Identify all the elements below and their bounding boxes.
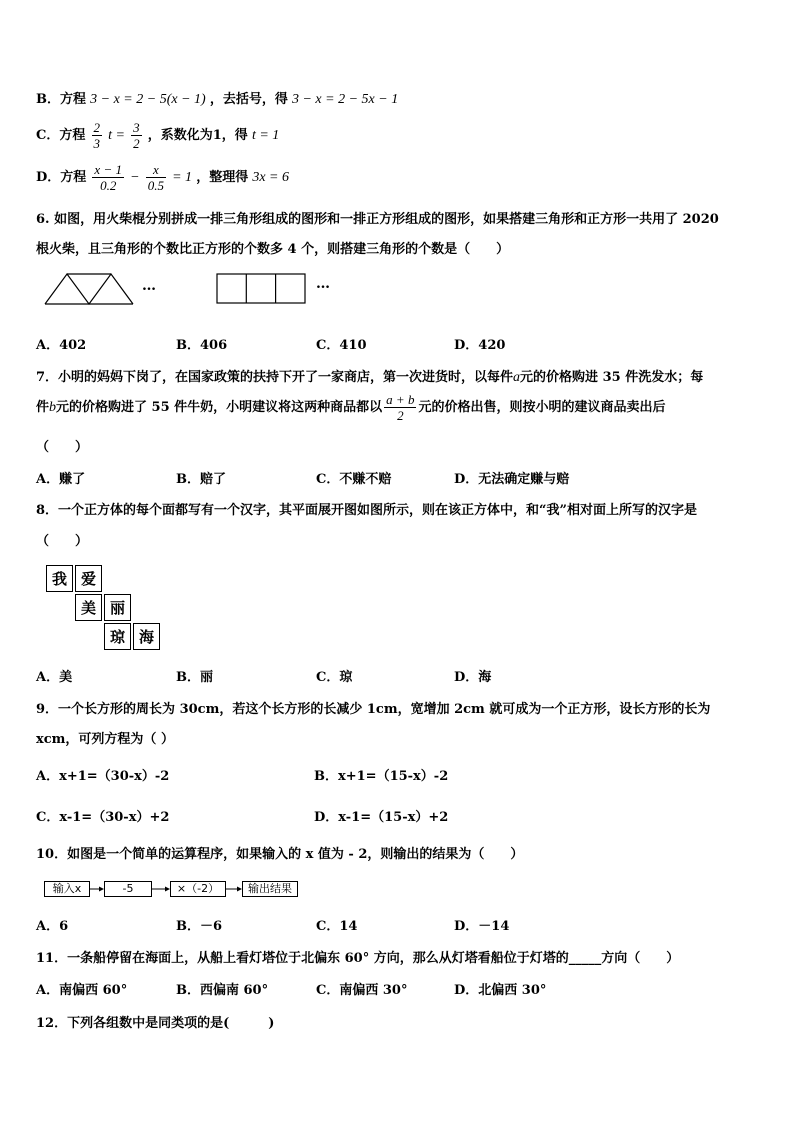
option-b-result: 3 − x = 2 − 5x − 1 bbox=[291, 92, 399, 107]
q11-option-b[interactable]: B．西偏南 60° bbox=[176, 983, 269, 998]
q9-option-d[interactable]: D．x-1=（15-x）+2 bbox=[314, 810, 449, 825]
fraction-numerator: x − 1 bbox=[94, 162, 122, 177]
option-d-middle: ，整理得 bbox=[196, 170, 249, 185]
cube-cell-ai: 爱 bbox=[75, 565, 102, 592]
q9-text-line-2: xcm，可列方程为（ ） bbox=[36, 732, 174, 747]
option-c-label: C．方程 bbox=[36, 128, 86, 143]
cube-cell-wo: 我 bbox=[46, 565, 73, 592]
option-c-fraction-1 bbox=[92, 120, 103, 151]
triangle-matchstick-figure bbox=[44, 272, 136, 306]
flow-arrows bbox=[0, 880, 300, 898]
cube-cell-li: 丽 bbox=[104, 594, 131, 621]
option-d-result: 3x = 6 bbox=[252, 170, 290, 185]
q8-option-a[interactable]: A．美 bbox=[36, 670, 73, 685]
q11-option-a[interactable]: A．南偏西 60° bbox=[36, 983, 128, 998]
q11-option-d[interactable]: D．北偏西 30° bbox=[454, 983, 547, 998]
square-matchstick-figure bbox=[216, 273, 308, 305]
flow-output-box: 输出结果 bbox=[242, 881, 298, 897]
fraction-numerator: a + b bbox=[386, 392, 415, 407]
option-b-label: B．方程 bbox=[36, 92, 86, 107]
q7-var-a: a bbox=[513, 370, 521, 385]
flow-input-box: 输入x bbox=[44, 881, 90, 897]
q7-line1-part-a: 7．小明的妈妈下岗了，在国家政策的扶持下开了一家商店，第一次进货时，以每件 bbox=[36, 370, 514, 385]
q8-option-b[interactable]: B．丽 bbox=[176, 670, 213, 685]
q7-option-c[interactable]: C．不赚不赔 bbox=[316, 472, 392, 487]
q9-text-line-1: 9．一个长方形的周长为 30cm，若这个长方形的长减少 1cm，宽增加 2cm 就可成为一个正方形，设长方形的长为 bbox=[36, 702, 711, 717]
q6-option-c[interactable]: C．410 bbox=[316, 338, 367, 353]
option-d-line bbox=[36, 162, 289, 193]
q9-option-b[interactable]: B．x+1=（15-x）-2 bbox=[314, 769, 449, 784]
q6-option-a[interactable]: A．402 bbox=[36, 338, 87, 353]
option-c-fraction-2 bbox=[131, 120, 142, 151]
q9-option-c[interactable]: C．x-1=（30-x）+2 bbox=[36, 810, 170, 825]
q11-option-c[interactable]: C．南偏西 30° bbox=[316, 983, 408, 998]
option-d-fraction-1 bbox=[92, 162, 124, 193]
cube-cell-mei: 美 bbox=[75, 594, 102, 621]
q9-option-a[interactable]: A．x+1=（30-x）-2 bbox=[36, 769, 170, 784]
q8-text-line-2: （ ） bbox=[36, 534, 89, 549]
option-d-label: D．方程 bbox=[36, 170, 87, 185]
square-figure-ellipsis: … bbox=[316, 276, 330, 292]
q6-option-d[interactable]: D．420 bbox=[454, 338, 506, 353]
q8-text-line-1: 8．一个正方体的每个面都写有一个汉字，其平面展开图如图所示，则在该正方体中，和“我”相对面上所写的汉字是 bbox=[36, 503, 698, 518]
fraction-numerator: x bbox=[146, 162, 166, 178]
flow-minus-five-box: -5 bbox=[104, 881, 152, 897]
fraction-numerator: 3 bbox=[133, 120, 140, 135]
q10-option-b[interactable]: B．－6 bbox=[176, 919, 223, 934]
q10-option-c[interactable]: C．14 bbox=[316, 919, 358, 934]
q7-text-line-1 bbox=[36, 366, 703, 386]
q6-option-b[interactable]: B．406 bbox=[176, 338, 228, 353]
cube-cell-qiong: 琼 bbox=[104, 623, 131, 650]
fraction-denominator: 0.5 bbox=[147, 178, 164, 193]
flow-multiply-box: ×（-2） bbox=[170, 881, 226, 897]
option-c-var: t = bbox=[108, 128, 125, 143]
fraction-denominator: 2 bbox=[397, 408, 404, 423]
q7-fraction bbox=[384, 392, 416, 423]
cube-cell-hai: 海 bbox=[133, 623, 160, 650]
q6-text-line-2: 根火柴，且三角形的个数比正方形的个数多 4 个，则搭建三角形的个数是（ ） bbox=[36, 242, 510, 257]
option-d-minus: − bbox=[130, 170, 140, 185]
q7-line2-part-b: 元的价格购进了 55 件牛奶，小明建议将这两种商品都以 bbox=[56, 400, 383, 415]
q7-text-line-2 bbox=[36, 392, 665, 423]
q10-option-a[interactable]: A．6 bbox=[36, 919, 69, 934]
triangle-figure-ellipsis: … bbox=[142, 278, 156, 294]
q11-text-line-1: 11．一条船停留在海面上，从船上看灯塔位于北偏东 60° 方向，那么从灯塔看船位于灯塔的_____方向（ ） bbox=[36, 951, 680, 966]
q8-option-d[interactable]: D．海 bbox=[454, 670, 492, 685]
option-c-middle: ，系数化为1，得 bbox=[147, 128, 248, 143]
fraction-numerator: 2 bbox=[93, 120, 100, 135]
fraction-denominator: 3 bbox=[93, 136, 100, 151]
option-d-eq: = 1 bbox=[172, 170, 193, 185]
option-c-result: t = 1 bbox=[251, 128, 280, 143]
q7-text-line-3: （ ） bbox=[36, 440, 89, 455]
q8-option-c[interactable]: C．琼 bbox=[316, 670, 353, 685]
q7-option-b[interactable]: B．赔了 bbox=[176, 472, 226, 487]
q7-line1-part-b: 元的价格购进 35 件洗发水；每 bbox=[520, 370, 704, 385]
q7-var-b: b bbox=[49, 400, 57, 415]
q7-option-a[interactable]: A．赚了 bbox=[36, 472, 86, 487]
q7-line2-part-a: 件 bbox=[36, 400, 50, 415]
option-b-middle: ，去括号，得 bbox=[209, 92, 288, 107]
q7-option-d[interactable]: D．无法确定赚与赔 bbox=[454, 472, 570, 487]
option-b-equation: 3 − x = 2 − 5(x − 1) bbox=[90, 92, 206, 107]
option-b-line bbox=[36, 88, 398, 108]
fraction-denominator: 2 bbox=[133, 136, 140, 151]
option-d-fraction-2 bbox=[146, 162, 166, 193]
q10-text-line-1: 10．如图是一个简单的运算程序，如果输入的 x 值为 - 2，则输出的结果为（ ） bbox=[36, 847, 524, 862]
fraction-denominator: 0.2 bbox=[100, 178, 117, 193]
q10-option-d[interactable]: D．－14 bbox=[454, 919, 510, 934]
q6-text-line-1: 6. 如图，用火柴棍分别拼成一排三角形组成的图形和一排正方形组成的图形，如果搭建三角形和正方形一共用了 2020 bbox=[36, 212, 719, 227]
q12-text-line-1: 12．下列各组数中是同类项的是( ) bbox=[36, 1016, 275, 1031]
option-c-line bbox=[36, 120, 279, 151]
q7-line2-part-c: 元的价格出售，则按小明的建议商品卖出后 bbox=[418, 400, 666, 415]
